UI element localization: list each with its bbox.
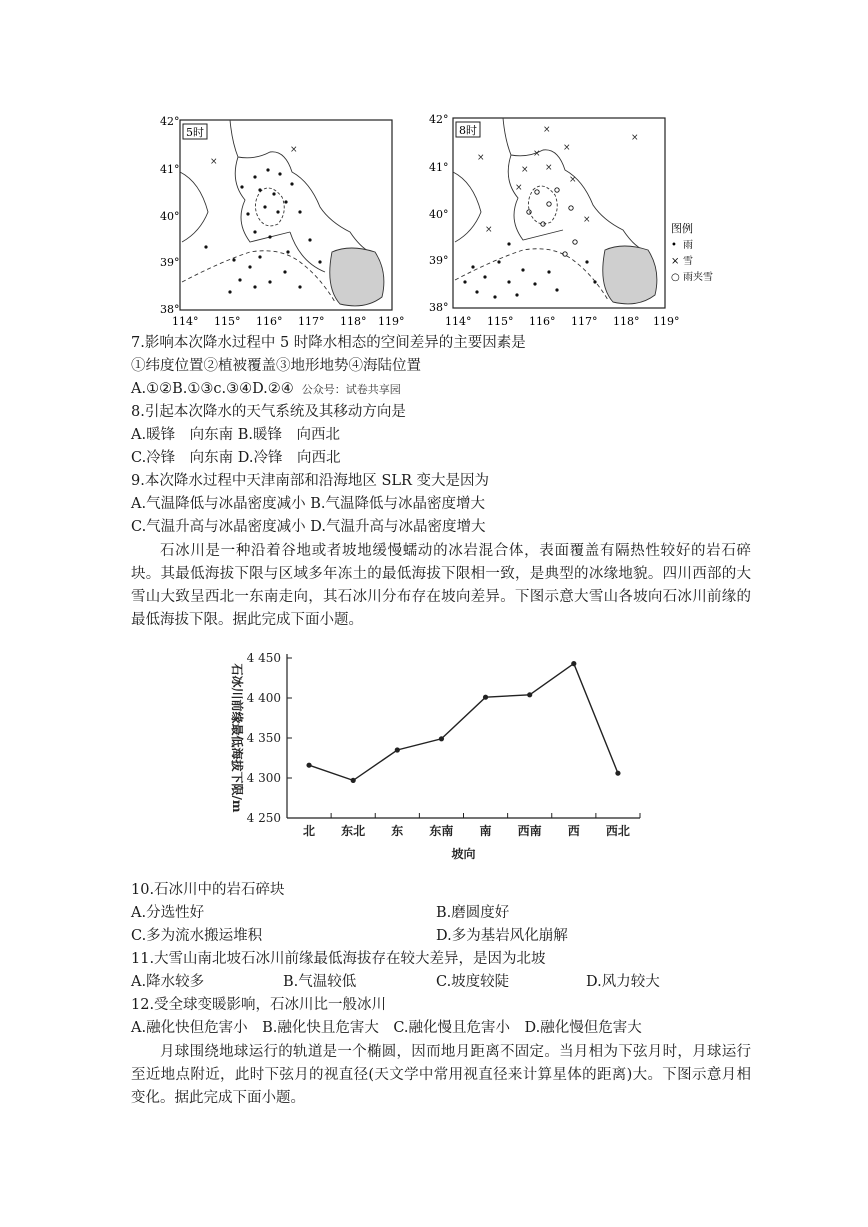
svg-text:×: × (533, 149, 541, 159)
data-point (351, 778, 356, 783)
lat-tick: 38° (160, 303, 180, 316)
q9-options-row2: C.气温升高与冰晶密度减小 D.气温升高与冰晶密度增大 (131, 519, 486, 535)
map-time-label: 5时 (186, 126, 204, 139)
q11-option-b: B.气温较低 (283, 974, 357, 990)
lat-tick: 39° (429, 254, 449, 267)
lon-tick: 116° (529, 315, 556, 328)
q8-options-row1: A.暖锋 向东南 B.暖锋 向西北 (131, 427, 340, 443)
q11-option-a: A.降水较多 (131, 974, 205, 990)
data-point (571, 661, 576, 666)
q7-options: A.①②B.①③c.③④D.②④ (131, 381, 294, 397)
lat-tick: 41° (429, 161, 449, 174)
series-line (309, 664, 618, 781)
lat-tick: 40° (429, 208, 449, 221)
x-tick-label: 西 (567, 824, 580, 838)
svg-text:×: × (521, 165, 529, 175)
svg-text:×: × (485, 225, 493, 235)
rock-glacier-chart (215, 640, 655, 870)
legend-label: 雨夹雪 (683, 272, 713, 283)
lon-tick: 116° (256, 315, 283, 328)
lon-tick: 117° (571, 315, 598, 328)
q11-option-d: D.风力较大 (586, 974, 660, 990)
map-time-label: 8时 (459, 124, 477, 137)
x-tick-label: 东北 (341, 824, 366, 838)
map-8h (425, 112, 725, 330)
q11-option-c: C.坡度较陡 (436, 974, 510, 990)
lon-tick: 115° (487, 315, 514, 328)
y-axis-label: 石冰川前缘最低海拔下限/m (230, 663, 244, 813)
lat-tick: 42° (429, 113, 449, 126)
x-axis-label: 坡向 (451, 847, 476, 861)
y-tick-label: 4 400 (246, 691, 281, 705)
lon-tick: 119° (653, 315, 680, 328)
q9-stem: 9.本次降水过程中天津南部和沿海地区 SLR 变大是因为 (131, 473, 490, 489)
q10-option-a: A.分选性好 (131, 905, 205, 921)
data-point (306, 763, 311, 768)
watermark: 公众号：试卷共享园 (301, 383, 401, 396)
lon-tick: 118° (340, 315, 367, 328)
svg-text:×: × (210, 157, 218, 167)
legend-title: 图例 (671, 222, 693, 235)
legend-symbol: × (671, 256, 680, 267)
q10-stem: 10.石冰川中的岩石碎块 (131, 882, 285, 898)
legend-symbol: ○ (671, 272, 680, 283)
q9-options-row1: A.气温降低与冰晶密度减小 B.气温降低与冰晶密度增大 (131, 496, 485, 512)
data-point (483, 695, 488, 700)
q8-stem: 8.引起本次降水的天气系统及其移动方向是 (131, 404, 406, 420)
x-tick-label: 北 (303, 824, 316, 838)
q12-stem: 12.受全球变暖影响，石冰川比一般冰川 (131, 997, 387, 1013)
lon-tick: 118° (613, 315, 640, 328)
lat-tick: 39° (160, 256, 180, 269)
map-legend (671, 221, 713, 283)
x-tick-label: 南 (479, 824, 492, 838)
x-tick-label: 西北 (605, 824, 630, 838)
x-tick-label: 东 (391, 824, 404, 838)
y-tick-label: 4 450 (246, 651, 281, 665)
lat-tick: 42° (160, 115, 180, 128)
legend-symbol: • (671, 240, 677, 251)
lon-tick: 114° (172, 315, 199, 328)
passage-moon-phase: 月球围绕地球运行的轨道是一个椭圆，因而地月距离不固定。当月相为下弦月时，月球运行至近地点附近，此时下弦月的视直径(天文学中常用视直径来计算星体的距离)大。下图示意月相变化。据此完成下面小题。 (131, 1044, 751, 1106)
q10-option-b: B.磨圆度好 (436, 905, 510, 921)
y-tick-label: 4 250 (246, 811, 281, 825)
svg-text:×: × (583, 215, 591, 225)
q12-options: A.融化快但危害小 B.融化快且危害大 C.融化慢且危害小 D.融化慢但危害大 (131, 1020, 642, 1036)
svg-text:×: × (290, 145, 298, 155)
lat-tick: 38° (429, 301, 449, 314)
lon-tick: 119° (378, 315, 405, 328)
lon-tick: 115° (214, 315, 241, 328)
legend-label: 雨 (683, 240, 693, 251)
data-point (527, 692, 532, 697)
data-point (439, 736, 444, 741)
q7-options-row (131, 379, 401, 400)
lon-tick: 114° (445, 315, 472, 328)
map-5h (160, 112, 405, 330)
x-tick-label: 西南 (517, 824, 542, 838)
q10-option-d: D.多为基岩风化崩解 (436, 928, 568, 944)
lon-tick: 117° (298, 315, 325, 328)
q8-options-row2: C.冷锋 向东南 D.冷锋 向西北 (131, 450, 341, 466)
data-point (615, 771, 620, 776)
passage-rock-glacier: 石冰川是一种沿着谷地或者坡地缓慢蠕动的冰岩混合体，表面覆盖有隔热性较好的岩石碎块。其最低海拔下限与区域多年冻土的最低海拔下限相一致，是典型的冰缘地貌。四川西部的大雪山大致呈西北一东南走向，其石冰川分布存在坡向差异。下图示意大雪山各坡向石冰川前缘的最低海拔下限。据此完成下面小题。 (131, 543, 751, 628)
q7-factors: ①纬度位置②植被覆盖③地形地势④海陆位置 (131, 358, 421, 374)
svg-text:×: × (545, 163, 553, 173)
data-point (395, 747, 400, 752)
q10-option-c: C.多为流水搬运堆积 (131, 928, 263, 944)
lat-tick: 41° (160, 163, 180, 176)
q11-stem: 11.大雪山南北坡石冰川前缘最低海拔存在较大差异，是因为北坡 (131, 951, 546, 967)
svg-text:×: × (569, 175, 577, 185)
svg-text:×: × (563, 143, 571, 153)
lat-tick: 40° (160, 210, 180, 223)
y-tick-label: 4 350 (246, 731, 281, 745)
x-tick-label: 东南 (429, 824, 454, 838)
legend-label: 雪 (683, 256, 693, 267)
q7-stem: 7.影响本次降水过程中 5 时降水相态的空间差异的主要因素是 (131, 335, 526, 351)
svg-text:×: × (515, 183, 523, 193)
y-tick-label: 4 300 (246, 771, 281, 785)
svg-text:×: × (477, 153, 485, 163)
svg-text:×: × (543, 125, 551, 135)
svg-text:×: × (631, 133, 639, 143)
